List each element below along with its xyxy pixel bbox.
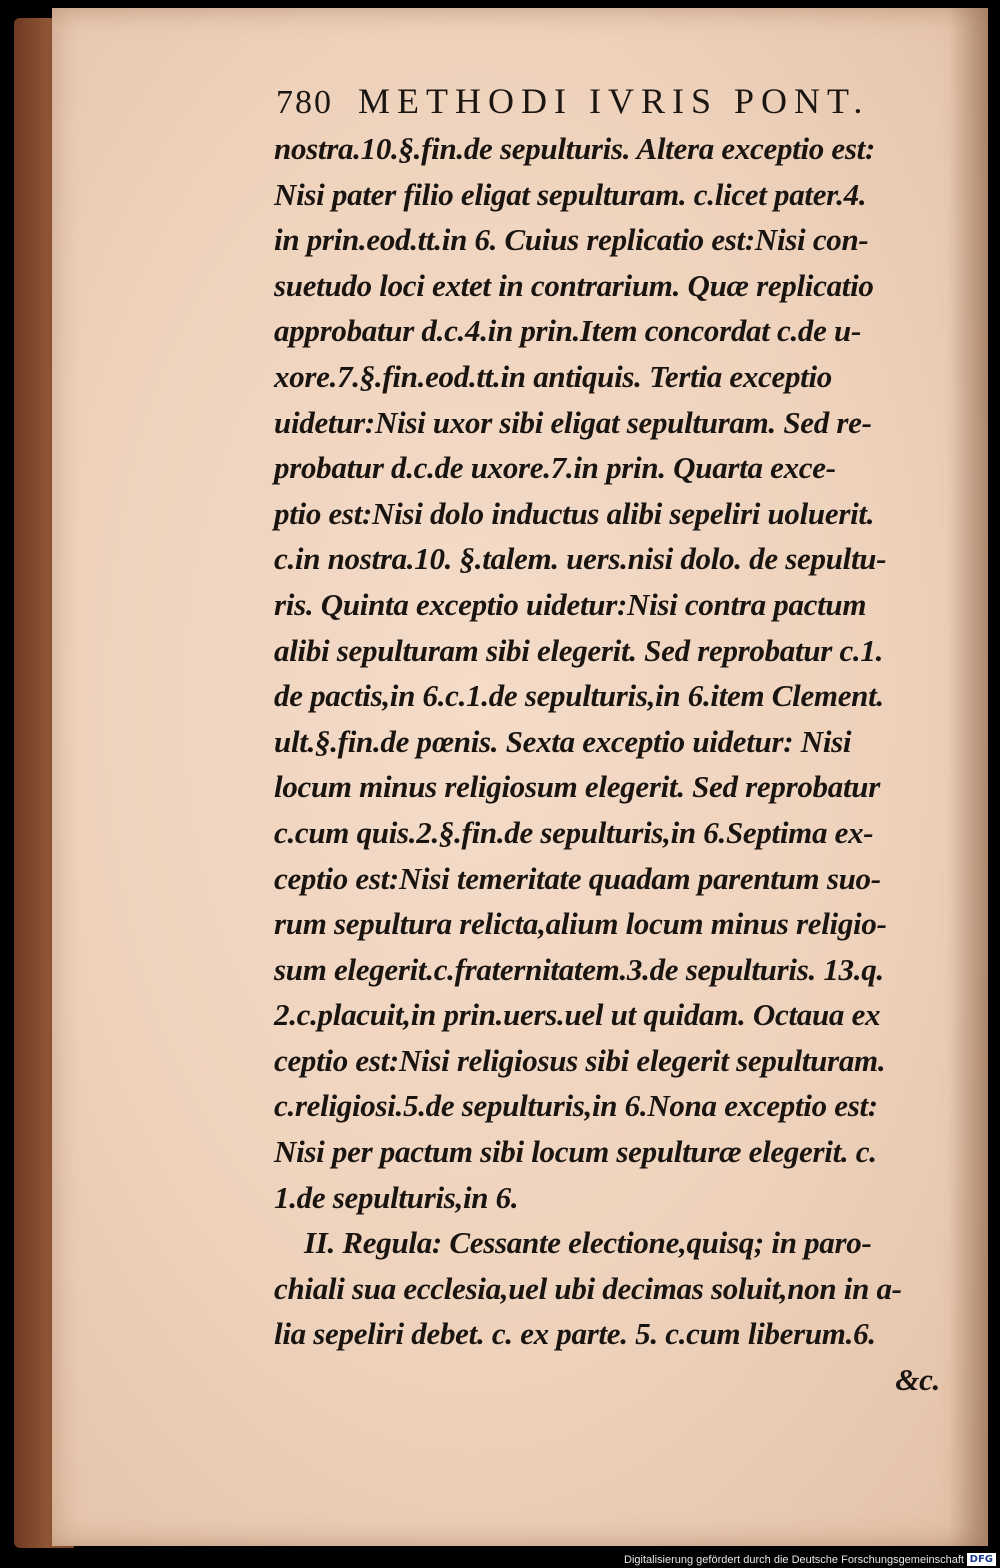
text-line: ris. Quinta exceptio uidetur:Nisi contra pactum xyxy=(274,586,867,622)
text-line: c.in nostra.10. §.talem. uers.nisi dolo. de sepultu- xyxy=(274,541,887,577)
rule-line: II. Regula: Cessante electione,quisq; in paro- xyxy=(304,1225,872,1261)
running-head xyxy=(276,80,926,122)
text-line: 1.de sepulturis,in 6. xyxy=(274,1179,519,1215)
closing-etc: &c. xyxy=(895,1362,940,1398)
text-line: xore.7.§.fin.eod.tt.in antiquis. Tertia exceptio xyxy=(274,358,832,394)
text-line: uidetur:Nisi uxor sibi eligat sepulturam. Sed re- xyxy=(274,404,872,440)
text-line: ult.§.fin.de pœnis. Sexta exceptio uidetur: Nisi xyxy=(274,723,852,759)
text-block xyxy=(274,126,964,1403)
text-line: Nisi pater filio eligat sepulturam. c.licet pater.4. xyxy=(274,176,867,212)
dfg-logo: DFG xyxy=(967,1553,996,1566)
text-line: suetudo loci extet in contrarium. Quæ replicatio xyxy=(274,267,874,303)
funding-credit: Digitalisierung gefördert durch die Deutsche Forschungsgemeinschaft xyxy=(624,1554,964,1566)
text-line: alibi sepulturam sibi elegerit. Sed reprobatur c.1. xyxy=(274,632,884,668)
text-line: ceptio est:Nisi religiosus sibi elegerit sepulturam. xyxy=(274,1042,886,1078)
rule-line: lia sepeliri debet. c. ex parte. 5. c.cum liberum.6. xyxy=(274,1316,876,1352)
page-number: 780 xyxy=(276,84,333,121)
text-line: Nisi per pactum sibi locum sepulturæ elegerit. c. xyxy=(274,1134,877,1170)
running-title: METHODI IVRIS PONT. xyxy=(358,81,870,121)
rule-paragraph xyxy=(274,1220,964,1357)
text-line: c.religiosi.5.de sepulturis,in 6.Nona exceptio est: xyxy=(274,1088,878,1124)
text-line: approbatur d.c.4.in prin.Item concordat c.de u- xyxy=(274,313,861,349)
text-line: locum minus religiosum elegerit. Sed reprobatur xyxy=(274,769,880,805)
text-line: de pactis,in 6.c.1.de sepulturis,in 6.item Clement. xyxy=(274,678,884,714)
text-line: 2.c.placuit,in prin.uers.uel ut quidam. Octaua ex xyxy=(274,997,881,1033)
text-line: rum sepultura relicta,alium locum minus religio- xyxy=(274,906,887,942)
text-line: ptio est:Nisi dolo inductus alibi sepeliri uoluerit. xyxy=(274,495,875,531)
text-line: sum elegerit.c.fraternitatem.3.de sepulturis. 13.q. xyxy=(274,951,884,987)
text-line: probatur d.c.de uxore.7.in prin. Quarta exce- xyxy=(274,450,836,486)
rule-line: chiali sua ecclesia,uel ubi decimas soluit,non in a- xyxy=(274,1270,902,1306)
body-paragraph xyxy=(274,126,964,1220)
text-line: in prin.eod.tt.in 6. Cuius replicatio est:Nisi con- xyxy=(274,222,869,258)
text-line: ceptio est:Nisi temeritate quadam parentum suo- xyxy=(274,860,881,896)
text-line: nostra.10.§.fin.de sepulturis. Altera exceptio est: xyxy=(274,131,875,166)
text-line: c.cum quis.2.§.fin.de sepulturis,in 6.Septima ex- xyxy=(274,814,874,850)
